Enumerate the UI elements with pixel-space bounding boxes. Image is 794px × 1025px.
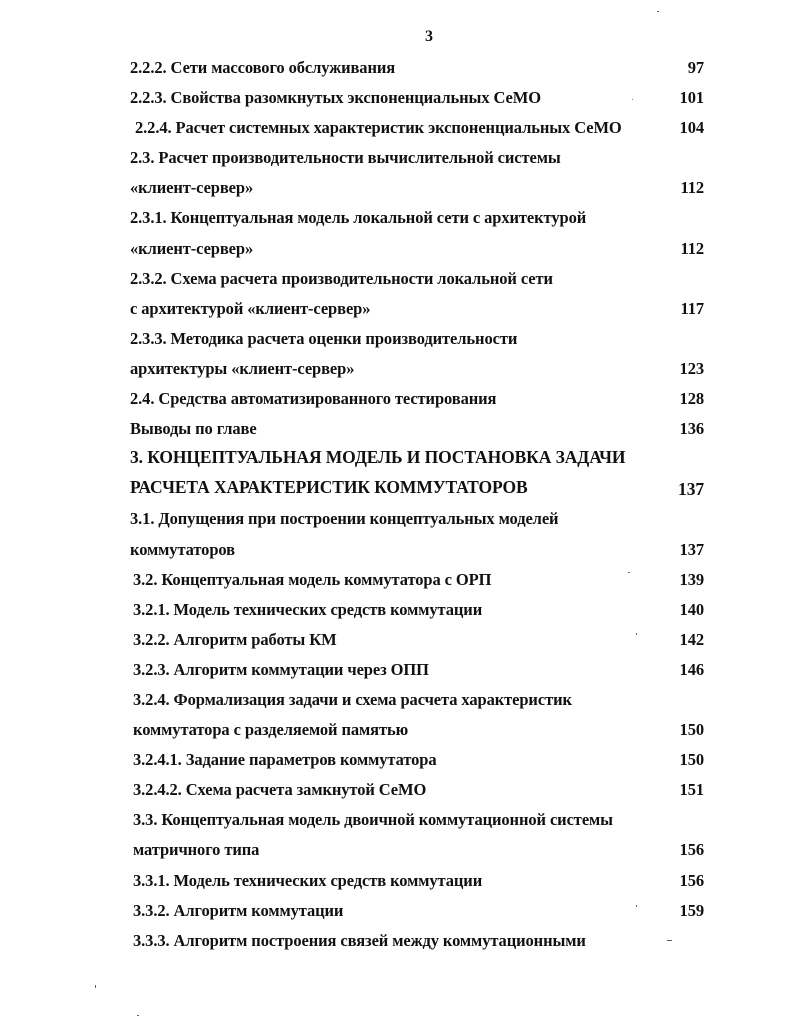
toc-entry [0,744,794,774]
toc-entry-title: 2.3. Расчет производительности вычислительной системы [130,148,561,168]
toc-entry [0,654,794,684]
scan-speck [95,985,96,988]
toc-entry-title: 3.3. Концептуальная модель двоичной коммутационной системы [133,810,613,830]
toc-entry-page: 123 [679,358,704,378]
toc-entry-page: 156 [679,840,704,860]
toc-entry [0,383,794,413]
toc-entry-title: 3.2.4.1. Задание параметров коммутатора [133,750,437,770]
toc-entry [0,443,794,473]
scan-speck [636,905,637,907]
toc-entry-page: 97 [687,58,704,77]
table-of-contents [0,52,794,955]
toc-entry-page: 101 [679,88,704,108]
scan-speck [657,11,659,12]
scan-speck [636,633,637,635]
toc-entry-title: РАСЧЕТА ХАРАКТЕРИСТИК КОММУТАТОРОВ [130,477,528,498]
toc-entry [0,82,794,112]
toc-entry [0,233,794,263]
toc-entry-title: 3.2. Концептуальная модель коммутатора с ОРП [133,569,492,589]
toc-entry-page: 137 [679,539,704,559]
toc-entry-page: 128 [679,389,704,409]
toc-entry-title: 3.2.1. Модель технических средств коммутации [133,599,483,619]
toc-entry-title: 3.3.3. Алгоритм построения связей между коммутационными [133,930,586,950]
scan-speck [632,99,633,100]
toc-entry-page: 104 [679,118,704,138]
toc-entry [0,202,794,232]
toc-entry-title: 2.4. Средства автоматизированного тестирования [130,389,497,409]
toc-entry-title: с архитектурой «клиент-сервер» [130,298,371,318]
toc-entry-page: 142 [679,629,704,649]
toc-entry-page: 150 [679,720,704,740]
scan-speck [628,572,630,573]
toc-entry [0,263,794,293]
toc-entry [0,503,794,533]
toc-entry-title: 2.2.4. Расчет системных характеристик экспоненциальных СеМО [135,118,622,138]
toc-entry-title: 3.2.4.2. Схема расчета замкнутой СеМО [133,780,427,800]
toc-entry [0,353,794,383]
toc-entry [0,534,794,564]
toc-entry-page: 112 [680,238,704,258]
toc-entry-title: 3.2.2. Алгоритм работы КМ [133,629,337,649]
page-number: 3 [425,28,433,45]
toc-entry [0,714,794,744]
toc-entry [0,895,794,925]
toc-entry [0,774,794,804]
toc-entry-title: «клиент-сервер» [130,178,254,198]
toc-entry-title: 2.2.2. Сети массового обслуживания [130,58,396,77]
toc-entry-title: архитектуры «клиент-сервер» [130,358,355,378]
toc-entry-page: 159 [679,900,704,920]
toc-entry-title: 3.1. Допущения при построении концептуальных моделей [130,509,559,529]
toc-entry-title: 2.3.2. Схема расчета производительности локальной сети [130,268,553,288]
toc-entry-title: 3.3.1. Модель технических средств коммутации [133,870,483,890]
toc-entry [0,293,794,323]
toc-entry-title: 3.3.2. Алгоритм коммутации [133,900,344,920]
toc-entry-title: матричного типа [133,840,260,860]
toc-entry-page: 112 [680,178,704,198]
toc-entry-title: 3.2.4. Формализация задачи и схема расчета характеристик [133,689,572,709]
toc-entry [0,624,794,654]
toc-entry-title: коммутатора с разделяемой памятью [133,720,409,740]
toc-entry-title: 2.3.1. Концептуальная модель локальной сети с архитектурой [130,208,587,228]
toc-entry [0,52,794,82]
toc-entry-page: 140 [679,599,704,619]
toc-entry [0,413,794,443]
toc-entry-page: 151 [679,780,704,800]
toc-entry [0,323,794,353]
toc-entry [0,804,794,834]
toc-entry-title: Выводы по главе [130,419,257,439]
toc-entry [0,172,794,202]
toc-entry-title: коммутаторов [130,539,235,559]
toc-entry-page: 146 [679,659,704,679]
toc-entry [0,142,794,172]
toc-entry [0,865,794,895]
toc-entry [0,594,794,624]
toc-entry [0,834,794,864]
toc-entry [0,564,794,594]
toc-entry-page: 117 [680,298,704,318]
toc-entry-title: 3. КОНЦЕПТУАЛЬНАЯ МОДЕЛЬ И ПОСТАНОВКА ЗАДАЧИ [130,447,626,468]
toc-entry-title: 2.2.3. Свойства разомкнутых экспоненциальных СеМО [130,88,541,108]
toc-entry [0,112,794,142]
toc-entry-page: 150 [679,750,704,770]
toc-entry [0,684,794,714]
toc-entry-title: 3.2.3. Алгоритм коммутации через ОПП [133,659,429,679]
toc-entry-page: 139 [679,569,704,589]
toc-entry-page: 136 [679,419,704,439]
scan-speck [667,940,672,941]
toc-entry [0,925,794,955]
toc-entry-page: 156 [679,870,704,890]
toc-entry [0,473,794,503]
toc-entry-title: «клиент-сервер» [130,238,254,258]
toc-entry-title: 2.3.3. Методика расчета оценки производительности [130,328,518,348]
scan-speck [137,1015,139,1016]
toc-entry-page: 137 [678,479,704,500]
